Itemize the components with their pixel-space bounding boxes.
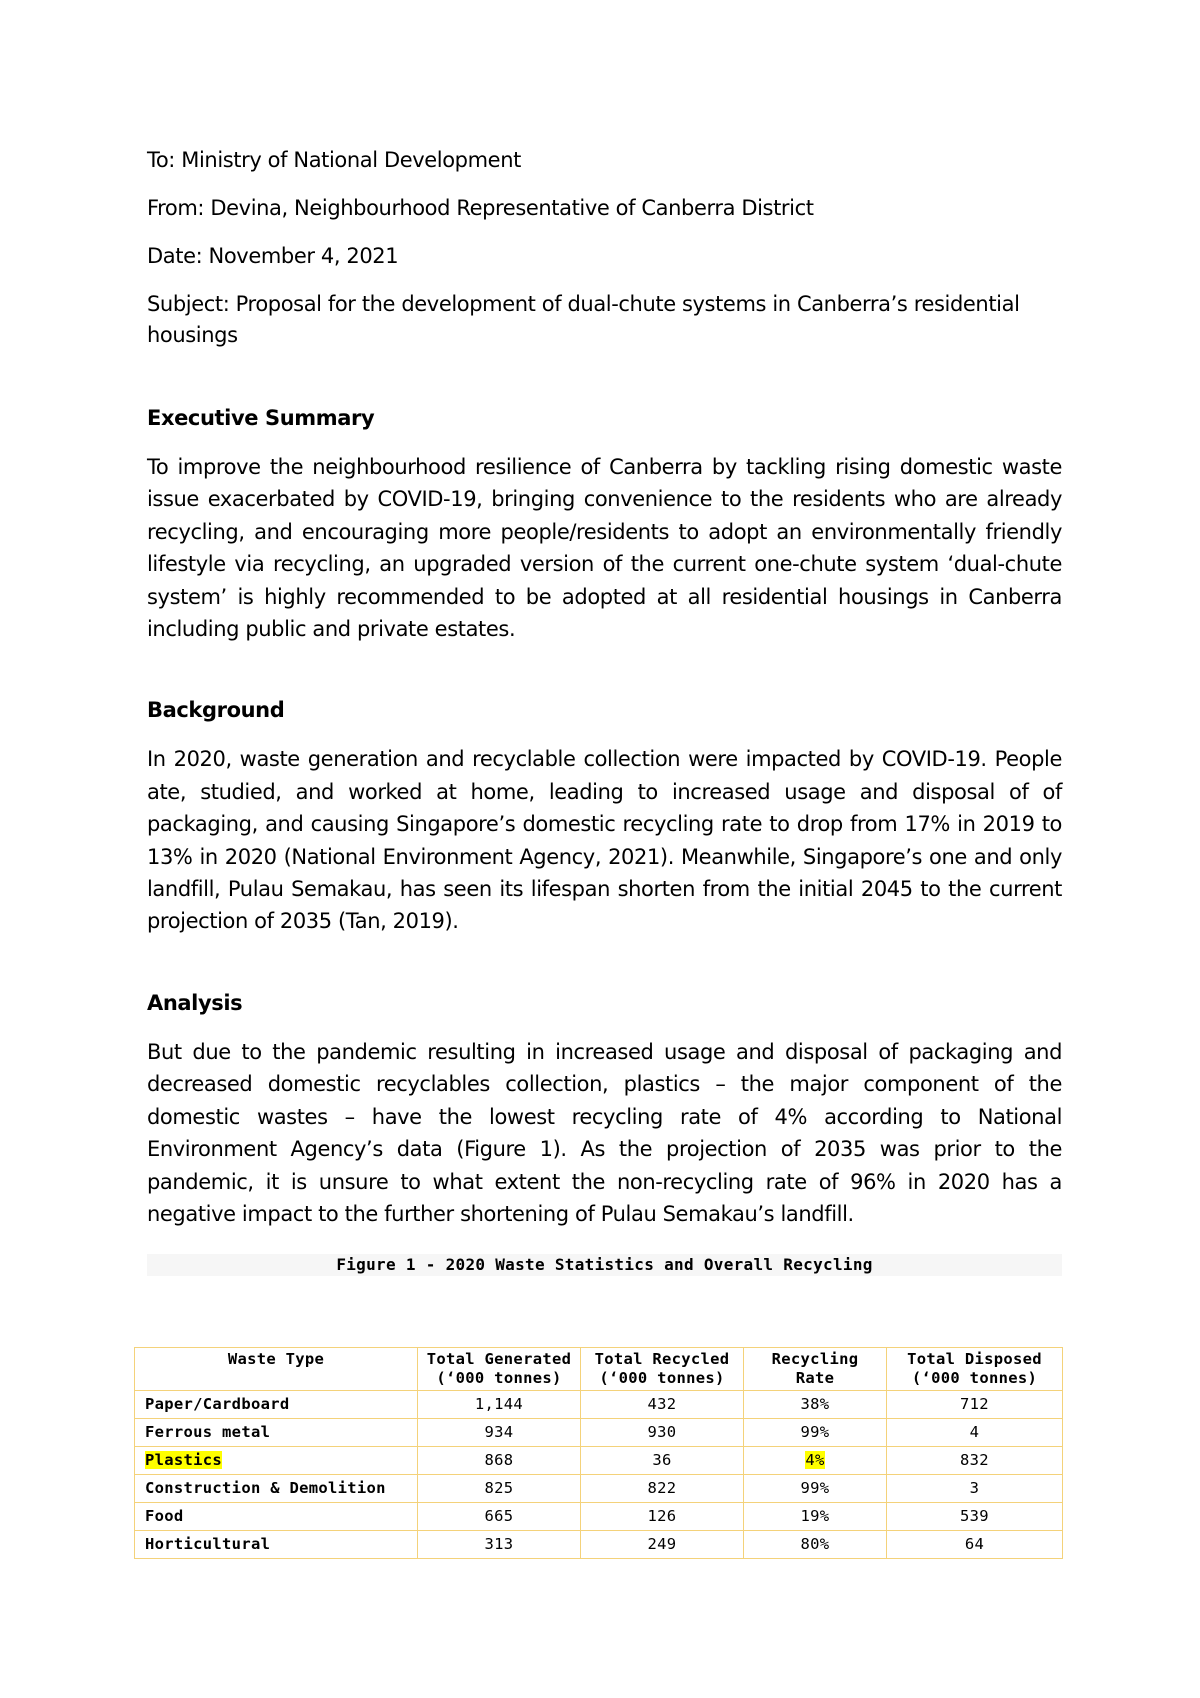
waste-statistics-table xyxy=(134,1347,1063,1559)
cell-recycled: 930 xyxy=(581,1419,744,1447)
cell-generated: 868 xyxy=(418,1447,581,1475)
header-total-generated: Total Generated (‘000 tonnes) xyxy=(418,1348,581,1391)
header-waste-type: Waste Type xyxy=(135,1348,418,1391)
background-heading: Background xyxy=(147,698,285,723)
cell-disposed: 832 xyxy=(887,1447,1063,1475)
highlighted-type: Plastics xyxy=(145,1451,223,1469)
cell-type: Paper/Cardboard xyxy=(135,1391,418,1419)
cell-recycled: 126 xyxy=(581,1503,744,1531)
cell-disposed: 712 xyxy=(887,1391,1063,1419)
cell-rate: 80% xyxy=(744,1531,887,1559)
memo-date: Date: November 4, 2021 xyxy=(147,244,399,268)
cell-rate: 38% xyxy=(744,1391,887,1419)
cell-generated: 313 xyxy=(418,1531,581,1559)
cell-type: Ferrous metal xyxy=(135,1419,418,1447)
figure-caption: Figure 1 - 2020 Waste Statistics and Overall Recycling xyxy=(147,1254,1062,1276)
cell-disposed: 3 xyxy=(887,1475,1063,1503)
cell-type: Horticultural xyxy=(135,1531,418,1559)
cell-disposed: 64 xyxy=(887,1531,1063,1559)
cell-type xyxy=(135,1447,418,1475)
analysis-text: But due to the pandemic resulting in increased usage and disposal of packaging and decreased domestic recyclables collection, plastics – the major component of the domestic wastes – have the lowest recycling rate of 4% according to National Environment Agency’s data (Figure 1). As the projection of 2035 was prior to the pandemic, it is unsure to what extent the non-recycling rate of 96% in 2020 has a negative impact to the further shortening of Pulau Semakau’s landfill. xyxy=(147,1039,1062,1226)
background-text: In 2020, waste generation and recyclable collection were impacted by COVID-19. People ate, studied, and worked at home, leading to increased usage and disposal of of packaging, and causing Singapore’s domestic recycling rate to drop from 17% in 2019 to 13% in 2020 (National Environment Agency, 2021). Meanwhile, Singapore’s one and only landfill, Pulau Semakau, has seen its lifespan shorten from the initial 2045 to the current projection of 2035 (Tan, 2019). xyxy=(147,747,1062,934)
cell-disposed: 539 xyxy=(887,1503,1063,1531)
memo-subject: Subject: Proposal for the development of dual-chute systems in Canberra’s residential housings xyxy=(147,292,1020,347)
cell-generated: 1,144 xyxy=(418,1391,581,1419)
analysis-heading: Analysis xyxy=(147,990,243,1015)
cell-type: Food xyxy=(135,1503,418,1531)
cell-rate: 99% xyxy=(744,1419,887,1447)
cell-recycled: 432 xyxy=(581,1391,744,1419)
cell-rate xyxy=(744,1447,887,1475)
header-total-disposed: Total Disposed (‘000 tonnes) xyxy=(887,1348,1063,1391)
executive-summary-heading: Executive Summary xyxy=(147,406,375,430)
cell-recycled: 822 xyxy=(581,1475,744,1503)
cell-generated: 825 xyxy=(418,1475,581,1503)
cell-recycled: 249 xyxy=(581,1531,744,1559)
cell-disposed: 4 xyxy=(887,1419,1063,1447)
table-row xyxy=(135,1419,1063,1447)
cell-type: Construction & Demolition xyxy=(135,1475,418,1503)
table-row xyxy=(135,1503,1063,1531)
table-row xyxy=(135,1531,1063,1559)
memo-page xyxy=(147,145,1062,1276)
memo-from: From: Devina, Neighbourhood Representative of Canberra District xyxy=(147,196,814,220)
cell-generated: 934 xyxy=(418,1419,581,1447)
cell-rate: 19% xyxy=(744,1503,887,1531)
cell-generated: 665 xyxy=(418,1503,581,1531)
memo-to: To: Ministry of National Development xyxy=(147,148,521,172)
cell-recycled: 36 xyxy=(581,1447,744,1475)
table-row xyxy=(135,1475,1063,1503)
cell-rate: 99% xyxy=(744,1475,887,1503)
table-header-row xyxy=(135,1348,1063,1391)
executive-summary-text: To improve the neighbourhood resilience of Canberra by tackling rising domestic waste issue exacerbated by COVID-19, bringing convenience to the residents who are already recycling, and encouraging more people/residents to adopt an environmentally friendly lifestyle via recycling, an upgraded version of the current one-chute system ‘dual-chute system’ is highly recommended to be adopted at all residential housings in Canberra including public and private estates. xyxy=(147,455,1062,642)
highlighted-rate: 4% xyxy=(805,1451,825,1469)
table-row-highlighted xyxy=(135,1447,1063,1475)
table-row xyxy=(135,1391,1063,1419)
header-recycling-rate: Recycling Rate xyxy=(744,1348,887,1391)
header-total-recycled: Total Recycled (‘000 tonnes) xyxy=(581,1348,744,1391)
